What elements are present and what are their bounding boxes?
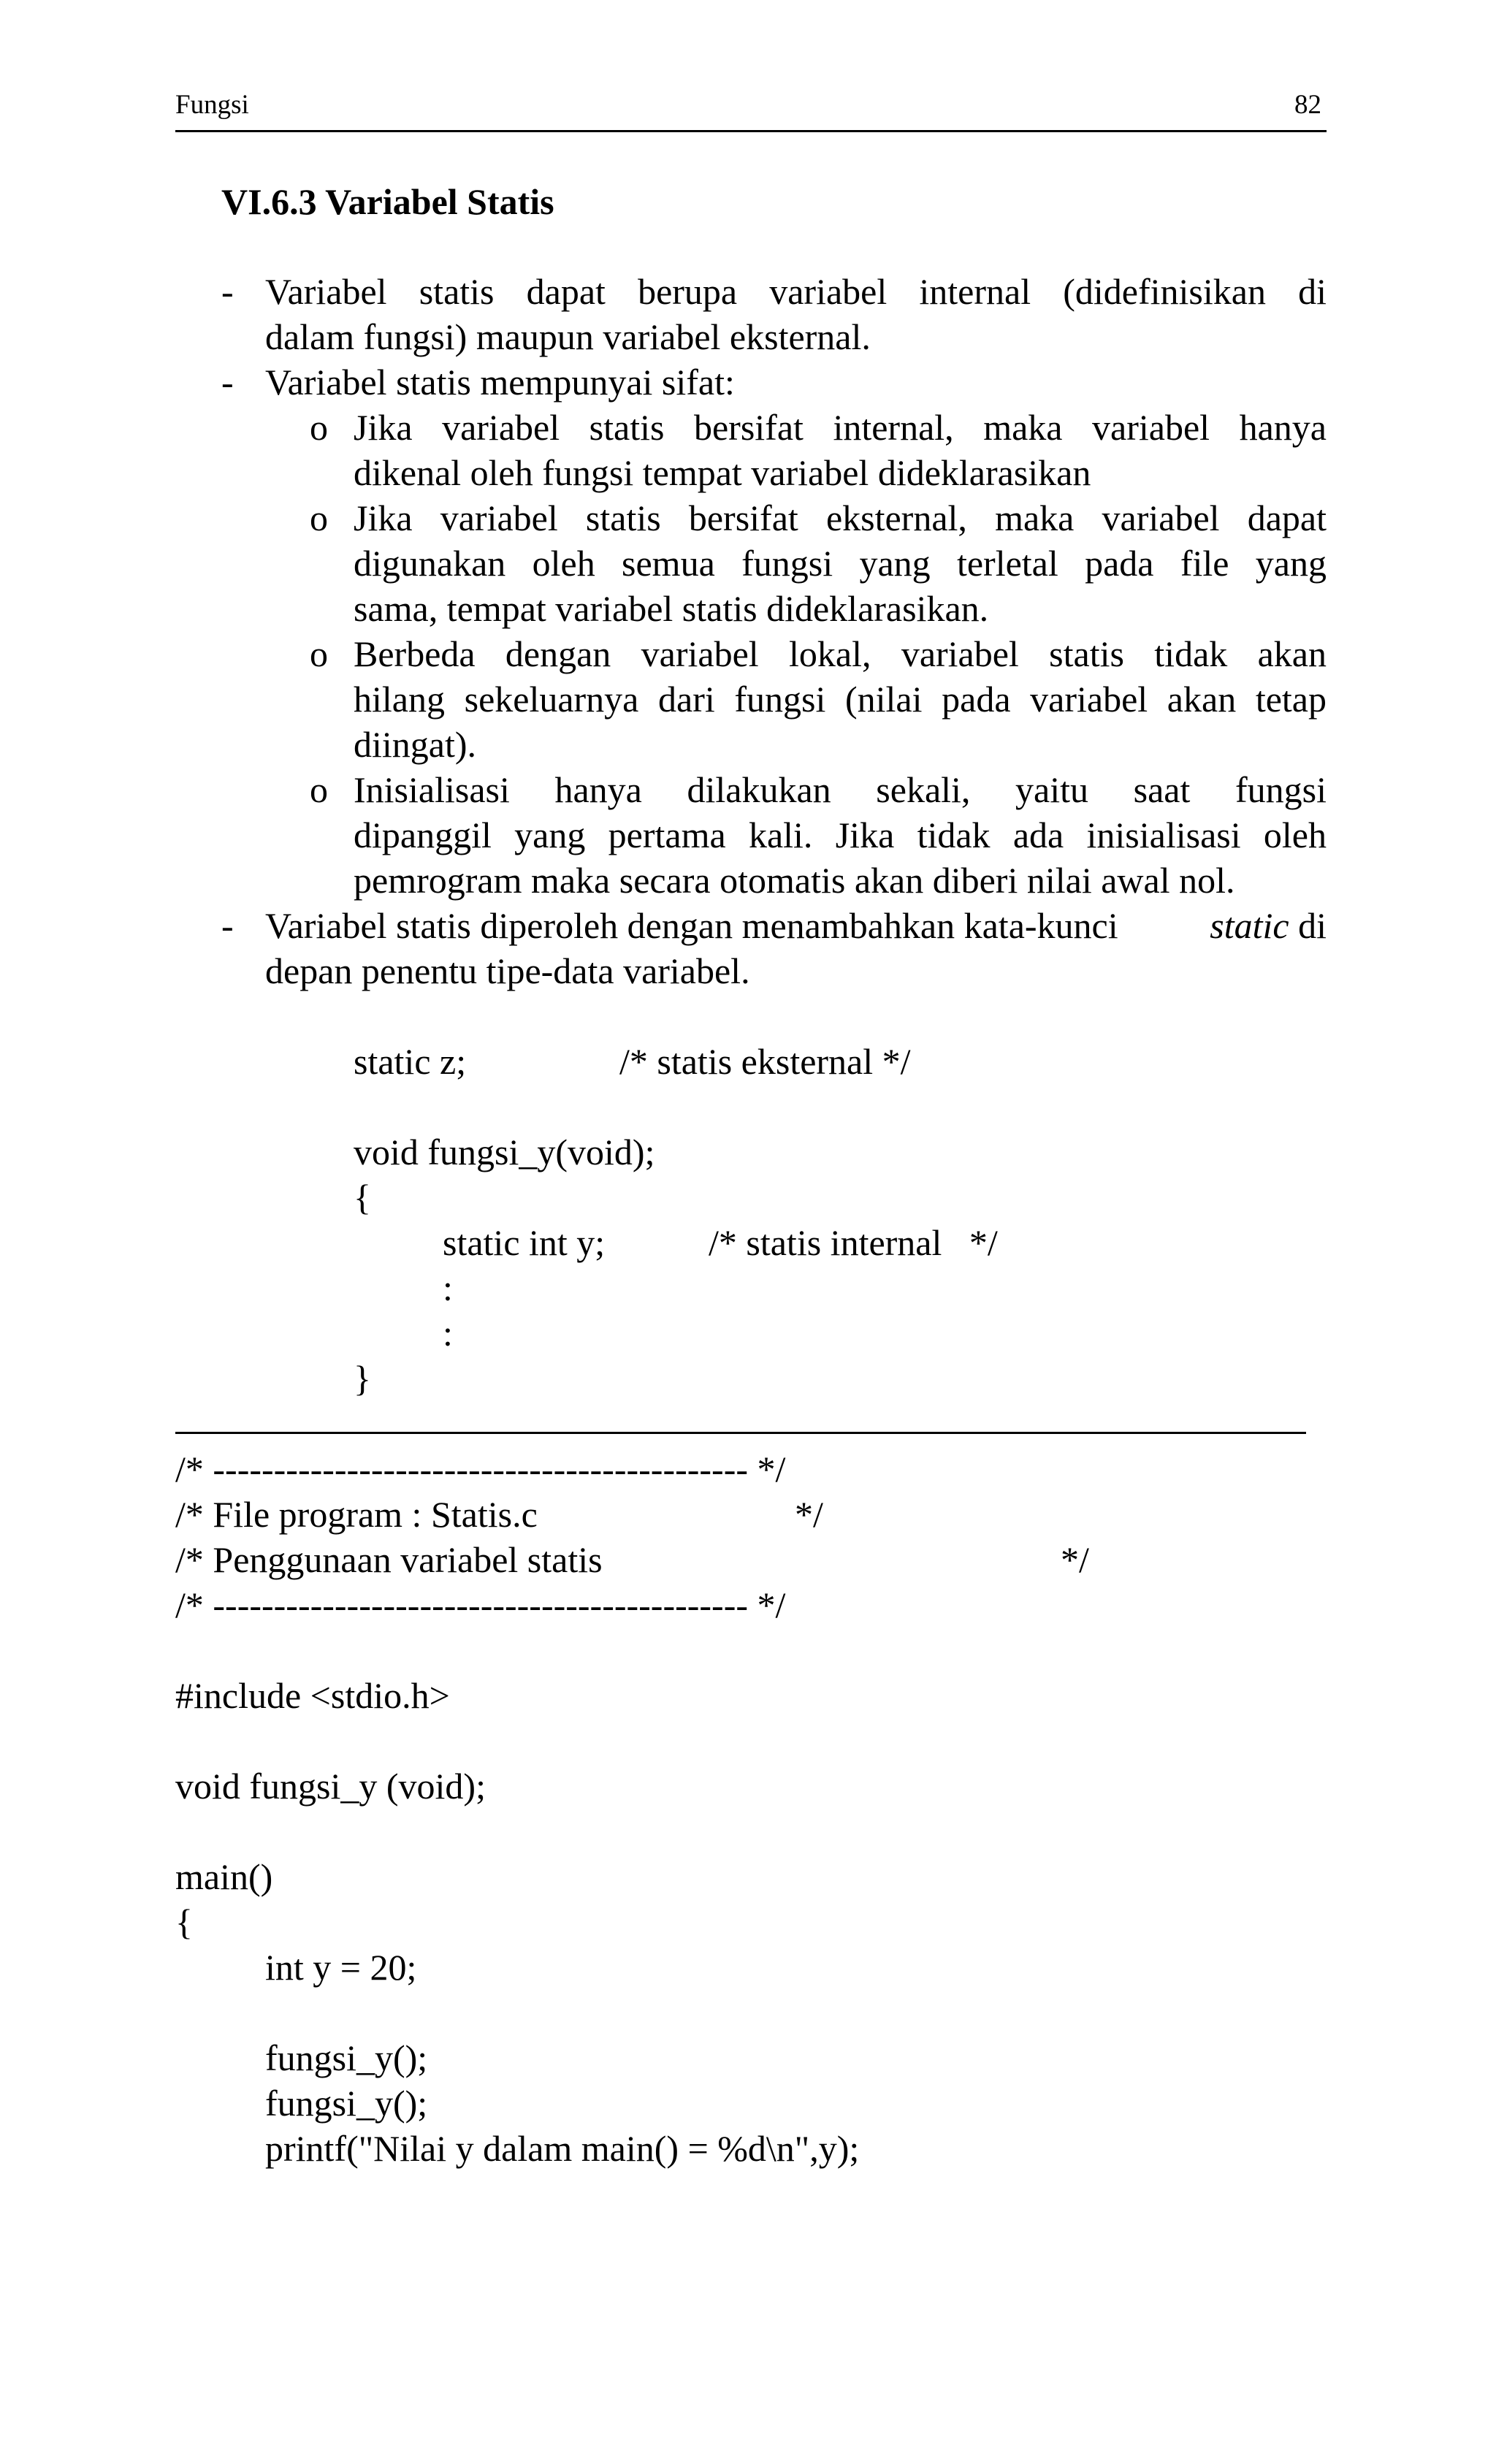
example-line-2: void fungsi_y(void); bbox=[354, 1132, 655, 1172]
bullet-3-line-1 bbox=[265, 903, 1327, 948]
program-call-2: fungsi_y(); bbox=[265, 2083, 428, 2124]
example-line-4-code: static int y; bbox=[443, 1222, 606, 1263]
program-call-1: fungsi_y(); bbox=[265, 2037, 428, 2078]
sub-bullet-1-line-2: dikenal oleh fungsi tempat variabel dideklarasikan bbox=[354, 452, 1091, 493]
example-line-3: { bbox=[354, 1177, 371, 1218]
bullet-2-line-1: Variabel statis mempunyai sifat: bbox=[265, 362, 735, 403]
header-divider bbox=[175, 130, 1327, 132]
sub-bullet-3-line-3: diingat). bbox=[354, 724, 477, 765]
sub-bullet-4-line-3: pemrogram maka secara otomatis akan diberi nilai awal nol. bbox=[354, 860, 1235, 901]
program-comment-line-1: /* -------------------------------------------- */ bbox=[175, 1449, 786, 1490]
sub-bullet-4-line-1: Inisialisasi hanya dilakukan sekali, yaitu saat fungsi bbox=[354, 769, 1327, 810]
running-header-chapter: Fungsi bbox=[175, 90, 249, 120]
sub-bullet-2-line-1: Jika variabel statis bersifat eksternal, maka variabel dapat bbox=[354, 497, 1327, 538]
program-printf: printf("Nilai y dalam main() = %d\n",y); bbox=[265, 2128, 860, 2169]
sub-bullet-1-line-1: Jika variabel statis bersifat internal, maka variabel hanya bbox=[354, 407, 1327, 448]
sub-bullet-circle-2: o bbox=[310, 497, 328, 538]
sub-bullet-circle-1: o bbox=[310, 407, 328, 448]
sub-bullet-2-line-2: digunakan oleh semua fungsi yang terletal pada file yang bbox=[354, 543, 1327, 584]
bullet-1-line-2: dalam fungsi) maupun variabel eksternal. bbox=[265, 316, 871, 357]
example-line-1-comment: /* statis eksternal */ bbox=[619, 1041, 911, 1082]
program-divider bbox=[175, 1432, 1306, 1434]
program-comment-line-3: /* Penggunaan variabel statis bbox=[175, 1539, 603, 1580]
program-include: #include <stdio.h> bbox=[175, 1675, 450, 1716]
example-line-7: } bbox=[354, 1358, 371, 1399]
example-line-1-code: static z; bbox=[354, 1041, 467, 1082]
program-comment-line-2: /* File program : Statis.c bbox=[175, 1494, 538, 1535]
page-number: 82 bbox=[1294, 90, 1321, 120]
bullet-dash-1: - bbox=[221, 271, 234, 312]
sub-bullet-2-line-3: sama, tempat variabel statis dideklarasikan. bbox=[354, 588, 989, 629]
bullet-3-line-1-end: di bbox=[1298, 905, 1327, 946]
program-main: main() bbox=[175, 1856, 273, 1897]
sub-bullet-circle-3: o bbox=[310, 633, 328, 674]
keyword-static: static bbox=[1210, 905, 1289, 946]
program-int-declaration: int y = 20; bbox=[265, 1947, 417, 1988]
program-comment-line-3-end: */ bbox=[1061, 1539, 1089, 1580]
sub-bullet-circle-4: o bbox=[310, 769, 328, 810]
bullet-1-line-1: Variabel statis dapat berupa variabel internal (didefinisikan di bbox=[265, 271, 1327, 312]
bullet-dash-2: - bbox=[221, 362, 234, 403]
sub-bullet-3-line-1: Berbeda dengan variabel lokal, variabel statis tidak akan bbox=[354, 633, 1327, 674]
bullet-3-line-1-text: Variabel statis diperoleh dengan menambahkan kata-kunci bbox=[265, 905, 1118, 946]
program-brace-open: { bbox=[175, 1902, 193, 1942]
bullet-3-line-1-tail bbox=[1210, 903, 1327, 948]
program-comment-line-2-end: */ bbox=[795, 1494, 823, 1535]
example-line-4-comment: /* statis internal */ bbox=[709, 1222, 998, 1263]
bullet-3-line-2: depan penentu tipe-data variabel. bbox=[265, 950, 750, 991]
example-line-6: : bbox=[443, 1313, 453, 1354]
example-line-5: : bbox=[443, 1267, 453, 1308]
sub-bullet-4-line-2: dipanggil yang pertama kali. Jika tidak ada inisialisasi oleh bbox=[354, 815, 1327, 855]
sub-bullet-3-line-2: hilang sekeluarnya dari fungsi (nilai pada variabel akan tetap bbox=[354, 679, 1327, 720]
program-prototype: void fungsi_y (void); bbox=[175, 1766, 486, 1807]
program-comment-line-4: /* -------------------------------------------- */ bbox=[175, 1584, 786, 1625]
bullet-dash-3: - bbox=[221, 905, 234, 946]
section-title: VI.6.3 Variabel Statis bbox=[221, 181, 554, 222]
